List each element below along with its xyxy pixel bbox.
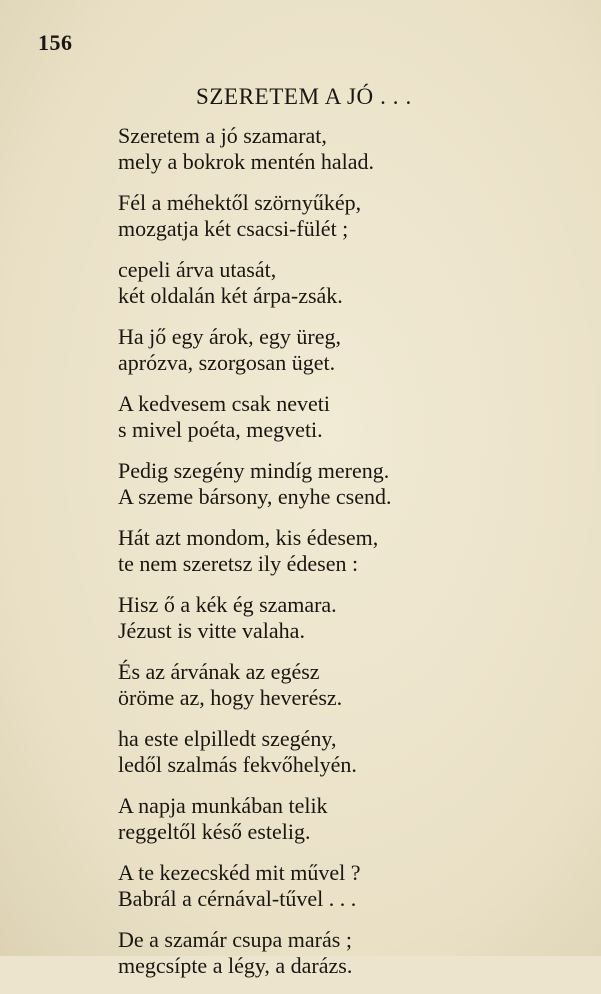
poem-line: megcsípte a légy, a darázs. <box>118 952 353 978</box>
poem-line: Babrál a cérnával-tűvel . . . <box>118 885 357 911</box>
poem-line: reggeltől késő estelig. <box>118 818 311 844</box>
poem-line: s mivel poéta, megveti. <box>118 416 323 442</box>
stanza-9 <box>118 659 578 710</box>
poem-line: A kedvesem csak neveti <box>118 391 330 416</box>
poem-body <box>118 123 578 994</box>
stanza-3 <box>118 257 578 308</box>
poem-line: Jézust is vitte valaha. <box>118 617 305 643</box>
stanza-10 <box>118 726 578 777</box>
poem-line: A szeme bársony, enyhe csend. <box>118 483 392 509</box>
stanza-4 <box>118 324 578 375</box>
poem-line: mely a bokrok mentén halad. <box>118 148 374 174</box>
poem-line: A napja munkában telik <box>118 793 328 818</box>
poem-line: Pedig szegény mindíg mereng. <box>118 458 390 483</box>
poem-line: De a szamár csupa marás ; <box>118 927 352 952</box>
poem-line: ha este elpilledt szegény, <box>118 726 337 751</box>
stanza-12 <box>118 860 578 911</box>
stanza-8 <box>118 592 578 643</box>
poem-line: aprózva, szorgosan üget. <box>118 349 336 375</box>
poem-line: És az árvának az egész <box>118 659 320 684</box>
poem-line: Hisz ő a kék ég szamara. <box>118 592 337 617</box>
stanza-2 <box>118 190 578 241</box>
page-number: 156 <box>38 30 73 55</box>
stanza-7 <box>118 525 578 576</box>
poem-line: Hát azt mondom, kis édesem, <box>118 525 379 550</box>
poem-line: te nem szeretsz ily édesen : <box>118 550 359 576</box>
poem-line: Fél a méhektől szörnyűkép, <box>118 190 362 215</box>
stanza-5 <box>118 391 578 442</box>
poem-line: A te kezecskéd mit művel ? <box>118 860 361 885</box>
poem-line: öröme az, hogy heverész. <box>118 684 343 710</box>
poem-line: Ha jő egy árok, egy üreg, <box>118 324 341 349</box>
poem-line: Szeretem a jó szamarat, <box>118 123 327 148</box>
poem-line: mozgatja két csacsi-fülét ; <box>118 215 349 241</box>
poem-title: SZERETEM A JÓ . . . <box>196 84 412 109</box>
stanza-11 <box>118 793 578 844</box>
stanza-13 <box>118 927 578 978</box>
poem-line: két oldalán két árpa-zsák. <box>118 282 343 308</box>
stanza-6 <box>118 458 578 509</box>
poem-line: cepeli árva utasát, <box>118 257 277 282</box>
stanza-1 <box>118 123 578 174</box>
poem-line: ledől szalmás fekvőhelyén. <box>118 751 357 777</box>
